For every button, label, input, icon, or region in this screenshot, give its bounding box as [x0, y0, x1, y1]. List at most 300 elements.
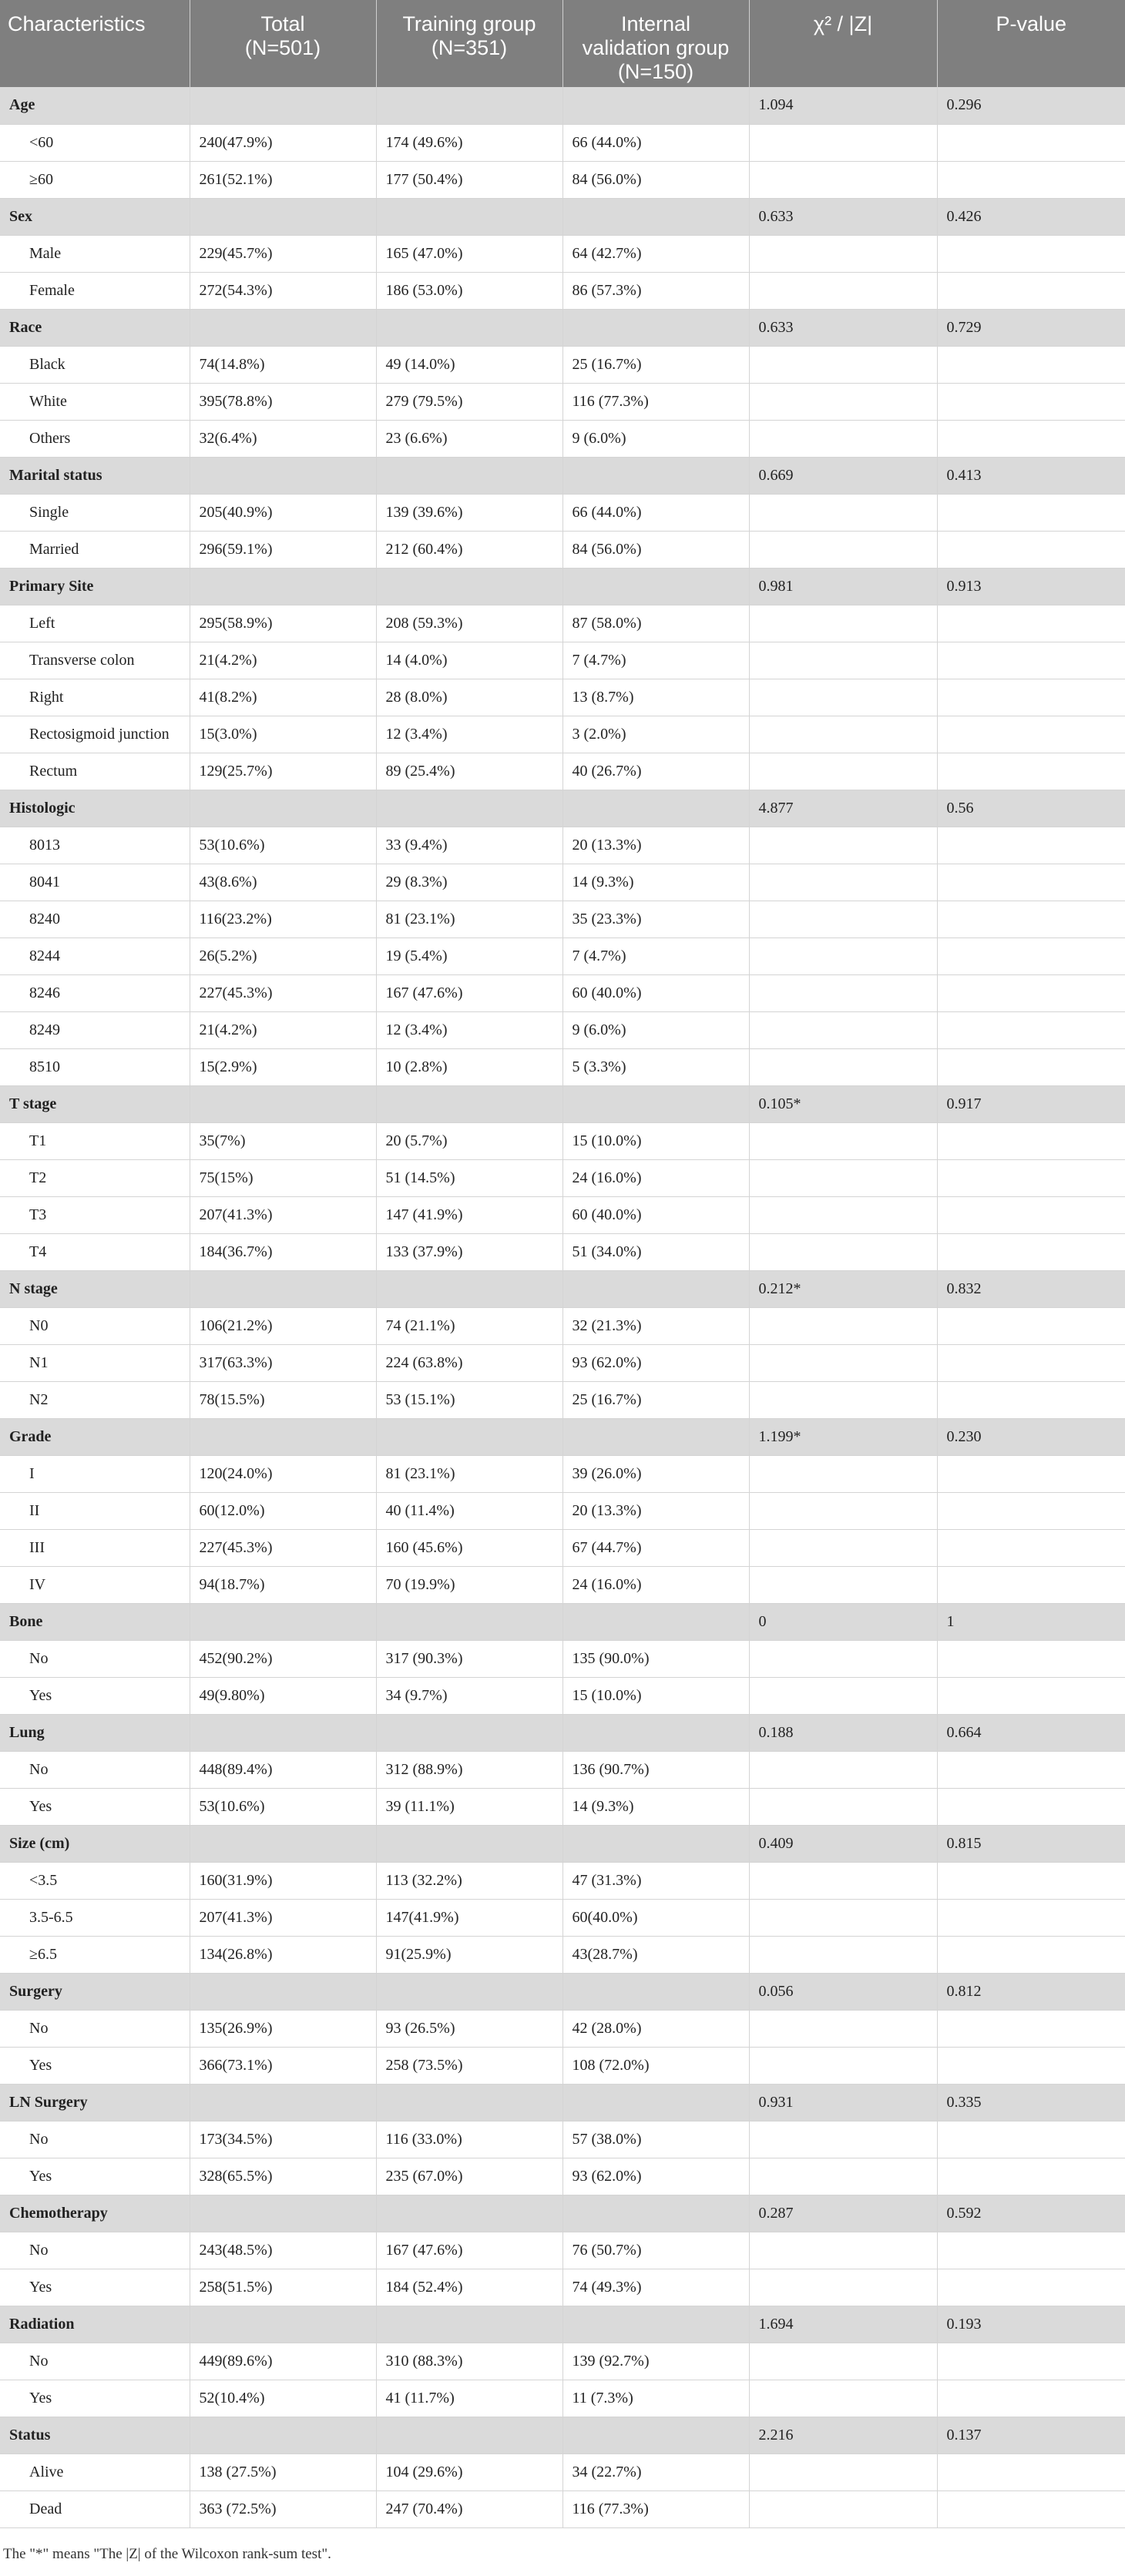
group-row [0, 1973, 1125, 2010]
cell-statistic: 0.981 [749, 568, 937, 605]
cell-validation: 25 (16.7%) [562, 346, 749, 383]
cell-characteristic: Sex [0, 198, 190, 235]
cell-total: 116(23.2%) [190, 901, 376, 937]
cell-training: 208 (59.3%) [376, 605, 562, 642]
cell-total: 366(73.1%) [190, 2047, 376, 2084]
cell-statistic [749, 235, 937, 272]
cell-p-value [937, 1233, 1125, 1270]
table-row [0, 2343, 1125, 2380]
table-row [0, 346, 1125, 383]
cell-statistic [749, 1788, 937, 1825]
cell-characteristic: 8041 [0, 864, 190, 901]
cell-training: 40 (11.4%) [376, 1492, 562, 1529]
cell-characteristic: Surgery [0, 1973, 190, 2010]
cell-total: 134(26.8%) [190, 1936, 376, 1973]
cell-total: 15(2.9%) [190, 1048, 376, 1085]
table-row [0, 1159, 1125, 1196]
cell-p-value [937, 2047, 1125, 2084]
cell-statistic [749, 1899, 937, 1936]
cell-training [376, 2417, 562, 2454]
cell-total: 452(90.2%) [190, 1640, 376, 1677]
cell-characteristic: Histologic [0, 790, 190, 827]
cell-validation: 14 (9.3%) [562, 1788, 749, 1825]
cell-total: 43(8.6%) [190, 864, 376, 901]
table-row [0, 161, 1125, 198]
cell-characteristic: 8510 [0, 1048, 190, 1085]
cell-statistic: 1.199* [749, 1418, 937, 1455]
cell-p-value [937, 864, 1125, 901]
cell-total: 53(10.6%) [190, 827, 376, 864]
table-header [0, 0, 1125, 87]
cell-total: 60(12.0%) [190, 1492, 376, 1529]
cell-p-value [937, 716, 1125, 753]
cell-p-value: 0.832 [937, 1270, 1125, 1307]
cell-p-value: 0.917 [937, 1085, 1125, 1122]
cell-training: 279 (79.5%) [376, 383, 562, 420]
table-row [0, 1011, 1125, 1048]
cell-p-value [937, 753, 1125, 790]
cell-training: 14 (4.0%) [376, 642, 562, 679]
cell-validation: 5 (3.3%) [562, 1048, 749, 1085]
cell-training: 160 (45.6%) [376, 1529, 562, 1566]
cell-characteristic: Dead [0, 2490, 190, 2527]
cell-total: 205(40.9%) [190, 494, 376, 531]
cell-total: 160(31.9%) [190, 1862, 376, 1899]
cell-training: 23 (6.6%) [376, 420, 562, 457]
cell-p-value [937, 642, 1125, 679]
table-row [0, 1936, 1125, 1973]
cell-p-value [937, 827, 1125, 864]
cell-training: 165 (47.0%) [376, 235, 562, 272]
cell-training: 20 (5.7%) [376, 1122, 562, 1159]
table-row [0, 383, 1125, 420]
cell-p-value [937, 161, 1125, 198]
cell-training: 147(41.9%) [376, 1899, 562, 1936]
cell-validation: 34 (22.7%) [562, 2454, 749, 2490]
cell-p-value [937, 937, 1125, 974]
cell-training: 49 (14.0%) [376, 346, 562, 383]
cell-statistic [749, 1640, 937, 1677]
cell-total [190, 1714, 376, 1751]
cell-total [190, 790, 376, 827]
cell-statistic [749, 383, 937, 420]
table-row [0, 864, 1125, 901]
cell-total: 295(58.9%) [190, 605, 376, 642]
cell-validation [562, 1825, 749, 1862]
cell-statistic [749, 2010, 937, 2047]
cell-validation: 139 (92.7%) [562, 2343, 749, 2380]
cell-p-value [937, 2380, 1125, 2417]
cell-p-value [937, 2490, 1125, 2527]
cell-training: 33 (9.4%) [376, 827, 562, 864]
cell-validation: 15 (10.0%) [562, 1122, 749, 1159]
cell-training: 224 (63.8%) [376, 1344, 562, 1381]
cell-total: 227(45.3%) [190, 974, 376, 1011]
table-row [0, 1381, 1125, 1418]
cell-total [190, 2306, 376, 2343]
cell-training [376, 1603, 562, 1640]
cell-characteristic: Alive [0, 2454, 190, 2490]
group-row [0, 1418, 1125, 1455]
cell-statistic [749, 1862, 937, 1899]
cell-characteristic: Yes [0, 1677, 190, 1714]
cell-statistic: 0 [749, 1603, 937, 1640]
cell-training: 19 (5.4%) [376, 937, 562, 974]
cell-p-value: 0.664 [937, 1714, 1125, 1751]
table-row [0, 1122, 1125, 1159]
table-row [0, 1455, 1125, 1492]
cell-validation: 11 (7.3%) [562, 2380, 749, 2417]
cell-total [190, 1973, 376, 2010]
cell-total: 207(41.3%) [190, 1196, 376, 1233]
cell-training [376, 2306, 562, 2343]
cell-validation: 25 (16.7%) [562, 1381, 749, 1418]
cell-total [190, 1085, 376, 1122]
cell-p-value [937, 1048, 1125, 1085]
cell-statistic [749, 974, 937, 1011]
cell-statistic [749, 864, 937, 901]
cell-p-value: 0.230 [937, 1418, 1125, 1455]
cell-statistic: 0.212* [749, 1270, 937, 1307]
cell-validation: 76 (50.7%) [562, 2232, 749, 2269]
table-row [0, 1640, 1125, 1677]
cell-p-value [937, 2232, 1125, 2269]
cell-characteristic: Rectum [0, 753, 190, 790]
cell-training: 133 (37.9%) [376, 1233, 562, 1270]
cell-validation [562, 87, 749, 124]
cell-validation: 66 (44.0%) [562, 124, 749, 161]
cell-total [190, 457, 376, 494]
cell-total: 173(34.5%) [190, 2121, 376, 2158]
cell-characteristic: T4 [0, 1233, 190, 1270]
table-row [0, 827, 1125, 864]
cell-validation: 84 (56.0%) [562, 161, 749, 198]
cell-statistic: 0.669 [749, 457, 937, 494]
cell-p-value [937, 1751, 1125, 1788]
cell-p-value [937, 1492, 1125, 1529]
cell-statistic: 0.931 [749, 2084, 937, 2121]
cell-total: 272(54.3%) [190, 272, 376, 309]
cell-total: 120(24.0%) [190, 1455, 376, 1492]
group-row [0, 1825, 1125, 1862]
cell-p-value [937, 1936, 1125, 1973]
cell-p-value [937, 124, 1125, 161]
cell-statistic [749, 716, 937, 753]
cell-total: 229(45.7%) [190, 235, 376, 272]
cell-p-value [937, 1788, 1125, 1825]
cell-validation [562, 790, 749, 827]
cell-validation: 136 (90.7%) [562, 1751, 749, 1788]
cell-training: 235 (67.0%) [376, 2158, 562, 2195]
cell-validation: 24 (16.0%) [562, 1566, 749, 1603]
cell-total: 49(9.80%) [190, 1677, 376, 1714]
table-row [0, 716, 1125, 753]
cell-validation: 51 (34.0%) [562, 1233, 749, 1270]
group-row [0, 568, 1125, 605]
cell-p-value [937, 2121, 1125, 2158]
cell-p-value: 0.426 [937, 198, 1125, 235]
cell-characteristic: 8244 [0, 937, 190, 974]
cell-total: 138 (27.5%) [190, 2454, 376, 2490]
cell-total: 240(47.9%) [190, 124, 376, 161]
cell-characteristic: II [0, 1492, 190, 1529]
cell-validation: 64 (42.7%) [562, 235, 749, 272]
cell-statistic [749, 1048, 937, 1085]
cell-training: 12 (3.4%) [376, 716, 562, 753]
table-body [0, 87, 1125, 2527]
cell-total: 26(5.2%) [190, 937, 376, 974]
group-row [0, 1714, 1125, 1751]
table-row [0, 1307, 1125, 1344]
cell-validation: 20 (13.3%) [562, 1492, 749, 1529]
cell-total: 243(48.5%) [190, 2232, 376, 2269]
table-row [0, 974, 1125, 1011]
table-row [0, 272, 1125, 309]
cell-total: 129(25.7%) [190, 753, 376, 790]
cell-p-value [937, 1455, 1125, 1492]
cell-statistic: 0.287 [749, 2195, 937, 2232]
cell-characteristic: Married [0, 531, 190, 568]
cell-characteristic: T stage [0, 1085, 190, 1122]
group-row [0, 1603, 1125, 1640]
cell-total [190, 2084, 376, 2121]
header-row [0, 0, 1125, 87]
table-row [0, 2269, 1125, 2306]
cell-statistic: 2.216 [749, 2417, 937, 2454]
cell-characteristic: Age [0, 87, 190, 124]
cell-validation [562, 1714, 749, 1751]
cell-characteristic: Yes [0, 2158, 190, 2195]
cell-statistic [749, 1307, 937, 1344]
cell-characteristic: Size (cm) [0, 1825, 190, 1862]
cell-validation [562, 457, 749, 494]
cell-statistic [749, 272, 937, 309]
table-row [0, 531, 1125, 568]
cell-total: 78(15.5%) [190, 1381, 376, 1418]
group-row [0, 790, 1125, 827]
cell-validation [562, 2084, 749, 2121]
cell-validation [562, 1603, 749, 1640]
header-training-group [376, 0, 562, 87]
table-row [0, 605, 1125, 642]
cell-statistic [749, 937, 937, 974]
cell-training [376, 2084, 562, 2121]
cell-statistic: 0.633 [749, 309, 937, 346]
cell-total: 317(63.3%) [190, 1344, 376, 1381]
group-row [0, 198, 1125, 235]
cell-validation: 32 (21.3%) [562, 1307, 749, 1344]
cell-statistic [749, 1529, 937, 1566]
cell-training: 247 (70.4%) [376, 2490, 562, 2527]
cell-characteristic: 8013 [0, 827, 190, 864]
cell-p-value [937, 1196, 1125, 1233]
group-row [0, 1085, 1125, 1122]
cell-total: 449(89.6%) [190, 2343, 376, 2380]
cell-validation: 135 (90.0%) [562, 1640, 749, 1677]
cell-validation: 116 (77.3%) [562, 383, 749, 420]
cell-validation [562, 568, 749, 605]
cell-characteristic: Grade [0, 1418, 190, 1455]
cell-characteristic: III [0, 1529, 190, 1566]
cell-total: 41(8.2%) [190, 679, 376, 716]
group-row [0, 2417, 1125, 2454]
cell-statistic [749, 1677, 937, 1714]
cell-training: 39 (11.1%) [376, 1788, 562, 1825]
table-row [0, 1788, 1125, 1825]
cell-characteristic: Bone [0, 1603, 190, 1640]
cell-validation: 47 (31.3%) [562, 1862, 749, 1899]
cell-total [190, 1418, 376, 1455]
group-row [0, 457, 1125, 494]
table-row [0, 124, 1125, 161]
cell-validation: 67 (44.7%) [562, 1529, 749, 1566]
cell-training: 317 (90.3%) [376, 1640, 562, 1677]
cell-statistic [749, 827, 937, 864]
cell-validation: 108 (72.0%) [562, 2047, 749, 2084]
group-row [0, 2084, 1125, 2121]
cell-statistic [749, 1011, 937, 1048]
cell-statistic [749, 2047, 937, 2084]
cell-training: 91(25.9%) [376, 1936, 562, 1973]
cell-validation: 15 (10.0%) [562, 1677, 749, 1714]
cell-characteristic: T1 [0, 1122, 190, 1159]
cell-validation: 60 (40.0%) [562, 974, 749, 1011]
cell-training: 177 (50.4%) [376, 161, 562, 198]
cell-validation: 9 (6.0%) [562, 420, 749, 457]
cell-training: 41 (11.7%) [376, 2380, 562, 2417]
cell-validation: 93 (62.0%) [562, 2158, 749, 2195]
cell-p-value [937, 383, 1125, 420]
cell-validation: 3 (2.0%) [562, 716, 749, 753]
cell-p-value: 0.296 [937, 87, 1125, 124]
cell-total: 184(36.7%) [190, 1233, 376, 1270]
cell-p-value [937, 1677, 1125, 1714]
cell-training: 186 (53.0%) [376, 272, 562, 309]
cell-total: 75(15%) [190, 1159, 376, 1196]
cell-characteristic: No [0, 1640, 190, 1677]
cell-total: 261(52.1%) [190, 161, 376, 198]
table-row [0, 1566, 1125, 1603]
cell-p-value [937, 2343, 1125, 2380]
cell-training: 29 (8.3%) [376, 864, 562, 901]
cell-characteristic: <60 [0, 124, 190, 161]
cell-characteristic: 8246 [0, 974, 190, 1011]
table-row [0, 494, 1125, 531]
cell-total [190, 87, 376, 124]
cell-training: 212 (60.4%) [376, 531, 562, 568]
table-row [0, 1492, 1125, 1529]
cell-p-value [937, 1159, 1125, 1196]
cell-characteristic: Radiation [0, 2306, 190, 2343]
cell-characteristic: ≥60 [0, 161, 190, 198]
cell-training [376, 2195, 562, 2232]
cell-total [190, 1603, 376, 1640]
cell-statistic: 0.633 [749, 198, 937, 235]
cell-training [376, 87, 562, 124]
cell-statistic [749, 1492, 937, 1529]
group-row [0, 2195, 1125, 2232]
cell-training [376, 1714, 562, 1751]
cell-statistic: 0.409 [749, 1825, 937, 1862]
cell-validation [562, 309, 749, 346]
cell-p-value [937, 605, 1125, 642]
cell-total: 258(51.5%) [190, 2269, 376, 2306]
cell-characteristic: N2 [0, 1381, 190, 1418]
cell-training: 167 (47.6%) [376, 2232, 562, 2269]
group-row [0, 87, 1125, 124]
cell-statistic [749, 346, 937, 383]
cell-total: 448(89.4%) [190, 1751, 376, 1788]
cell-statistic [749, 1936, 937, 1973]
cell-p-value [937, 901, 1125, 937]
cell-total: 207(41.3%) [190, 1899, 376, 1936]
cell-statistic [749, 420, 937, 457]
cell-training [376, 1973, 562, 2010]
cell-characteristic: T2 [0, 1159, 190, 1196]
group-row [0, 309, 1125, 346]
cell-p-value [937, 2454, 1125, 2490]
cell-training: 12 (3.4%) [376, 1011, 562, 1048]
cell-p-value [937, 494, 1125, 531]
cell-p-value [937, 1899, 1125, 1936]
cell-total: 328(65.5%) [190, 2158, 376, 2195]
cell-training: 139 (39.6%) [376, 494, 562, 531]
cell-validation: 39 (26.0%) [562, 1455, 749, 1492]
table-row [0, 1233, 1125, 1270]
cell-training: 74 (21.1%) [376, 1307, 562, 1344]
cell-characteristic: <3.5 [0, 1862, 190, 1899]
cell-p-value [937, 1529, 1125, 1566]
header-characteristics: Characteristics [0, 0, 190, 87]
table-row [0, 1344, 1125, 1381]
cell-statistic [749, 2232, 937, 2269]
cell-statistic [749, 642, 937, 679]
cell-p-value [937, 1307, 1125, 1344]
cell-training [376, 1418, 562, 1455]
cell-total [190, 568, 376, 605]
cell-p-value [937, 272, 1125, 309]
cell-characteristic: Primary Site [0, 568, 190, 605]
cell-training: 70 (19.9%) [376, 1566, 562, 1603]
cell-statistic: 0.056 [749, 1973, 937, 2010]
cell-characteristic: Male [0, 235, 190, 272]
cell-training: 310 (88.3%) [376, 2343, 562, 2380]
cell-training: 113 (32.2%) [376, 1862, 562, 1899]
cell-p-value: 0.56 [937, 790, 1125, 827]
cell-characteristic: Right [0, 679, 190, 716]
table-row [0, 2047, 1125, 2084]
cell-training [376, 457, 562, 494]
header-chi-square-z: χ² / |Z| [749, 0, 937, 87]
cell-training [376, 1270, 562, 1307]
cell-p-value: 0.335 [937, 2084, 1125, 2121]
cell-training [376, 309, 562, 346]
cell-p-value: 0.137 [937, 2417, 1125, 2454]
cell-characteristic: Female [0, 272, 190, 309]
cell-statistic [749, 1196, 937, 1233]
cell-training [376, 198, 562, 235]
cell-training: 81 (23.1%) [376, 1455, 562, 1492]
cell-training: 184 (52.4%) [376, 2269, 562, 2306]
cell-p-value [937, 1640, 1125, 1677]
cell-training: 174 (49.6%) [376, 124, 562, 161]
cell-characteristic: Status [0, 2417, 190, 2454]
cell-training: 147 (41.9%) [376, 1196, 562, 1233]
cell-p-value [937, 420, 1125, 457]
cell-total: 106(21.2%) [190, 1307, 376, 1344]
cell-p-value: 0.812 [937, 1973, 1125, 2010]
cell-statistic [749, 2380, 937, 2417]
